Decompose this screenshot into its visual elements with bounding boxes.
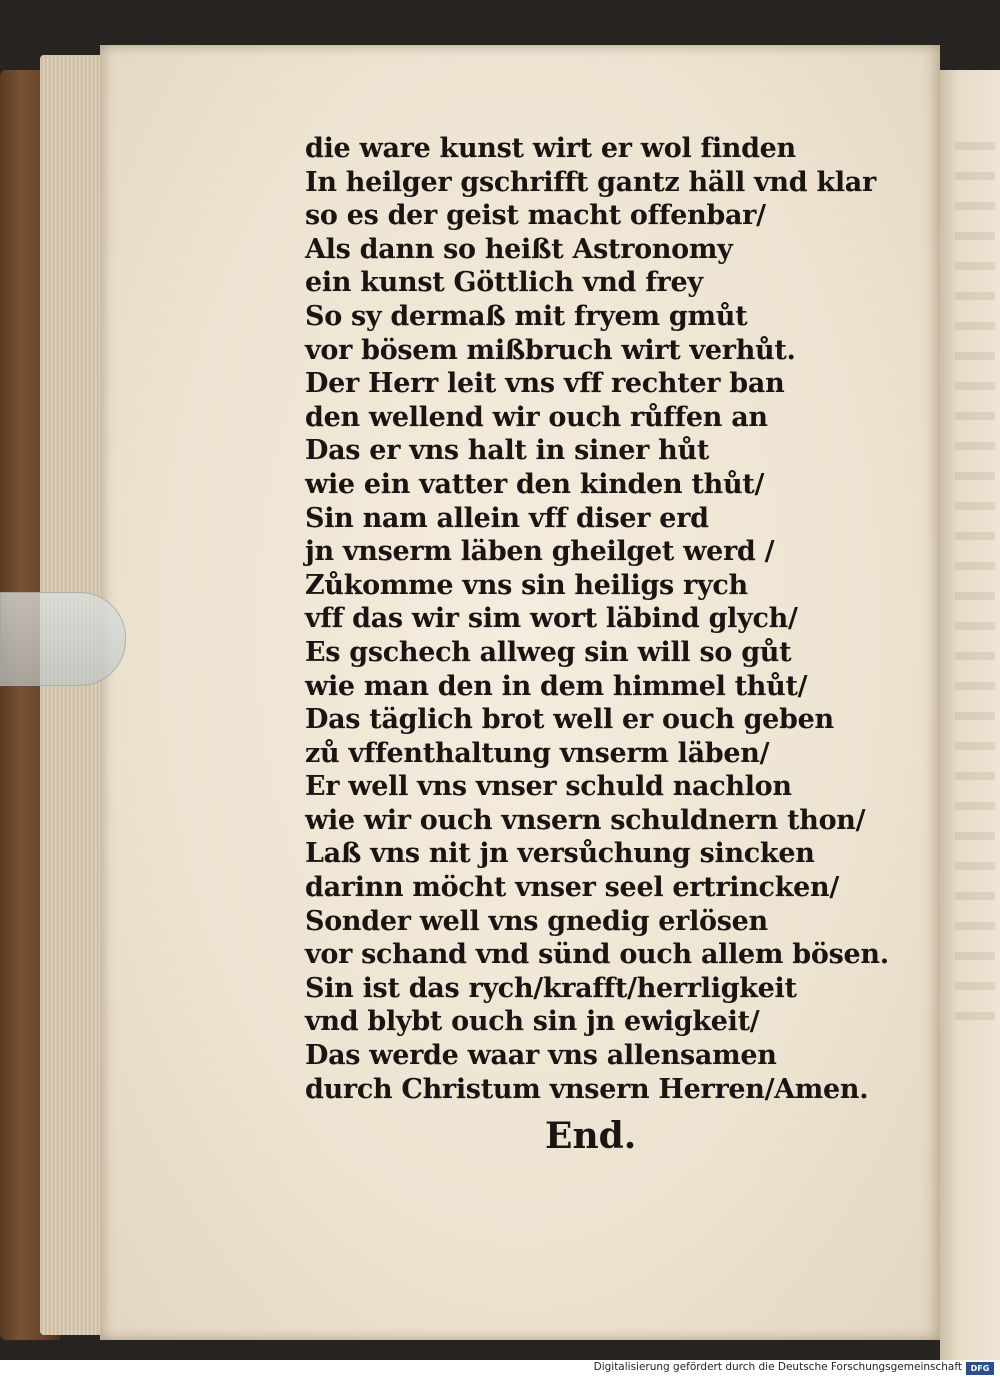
poem-line: Das werde waar vns allensamen xyxy=(305,1040,777,1072)
poem-line: vor schand vnd sünd ouch allem bösen. xyxy=(305,939,889,971)
poem-line: durch Christum vnsern Herren/Amen. xyxy=(305,1073,869,1105)
bleed-through-text xyxy=(955,120,995,1020)
poem-line: Laß vns nit jn versůchung sincken xyxy=(305,838,815,870)
poem-line: den wellend wir ouch růffen an xyxy=(305,401,768,433)
poem-line: Sonder well vns gnedig erlösen xyxy=(305,905,768,937)
poem-line: Er well vns vnser schuld nachlon xyxy=(305,771,792,803)
plastic-clip xyxy=(0,592,126,686)
poem-text xyxy=(305,132,889,1106)
poem-line: zů vffenthaltung vnserm läben/ xyxy=(305,737,770,769)
poem-line: darinn möcht vnser seel ertrincken/ xyxy=(305,872,839,904)
poem-line: Das er vns halt in siner hůt xyxy=(305,435,709,467)
poem-line: Zůkomme vns sin heiligs rych xyxy=(305,569,748,601)
poem-line: Es gschech allweg sin will so gůt xyxy=(305,636,792,668)
footer-credit: Digitalisierung gefördert durch die Deutsche Forschungsgemeinschaft xyxy=(593,1361,962,1373)
poem-line: wie wir ouch vnsern schuldnern thon/ xyxy=(305,804,866,836)
footer-bar xyxy=(0,1360,1000,1377)
poem-line: Als dann so heißt Astronomy xyxy=(305,233,733,265)
poem-line: wie ein vatter den kinden thůt/ xyxy=(305,468,765,500)
poem-line: Sin ist das rych/krafft/herrligkeit xyxy=(305,972,797,1004)
poem-line: In heilger gschrifft gantz häll vnd klar xyxy=(305,166,876,198)
poem-line: die ware kunst wirt er wol finden xyxy=(305,133,796,164)
poem-line: vor bösem mißbruch wirt verhůt. xyxy=(305,334,796,366)
end-mark: End. xyxy=(545,1115,637,1157)
poem-line: wie man den in dem himmel thůt/ xyxy=(305,670,808,702)
poem-line: ein kunst Göttlich vnd frey xyxy=(305,267,703,299)
poem-line: So sy dermaß mit fryem gmůt xyxy=(305,300,748,332)
poem-line: vnd blybt ouch sin jn ewigkeit/ xyxy=(305,1006,760,1038)
poem-line: vff das wir sim wort läbind glych/ xyxy=(305,603,798,635)
poem-line: Der Herr leit vns vff rechter ban xyxy=(305,368,785,400)
poem-line: jn vnserm läben gheilget werd / xyxy=(305,536,775,568)
poem-line: so es der geist macht offenbar/ xyxy=(305,200,766,232)
dfg-logo: DFG xyxy=(966,1362,994,1375)
poem-line: Sin nam allein vff diser erd xyxy=(305,502,709,534)
poem-line: Das täglich brot well er ouch geben xyxy=(305,704,834,736)
